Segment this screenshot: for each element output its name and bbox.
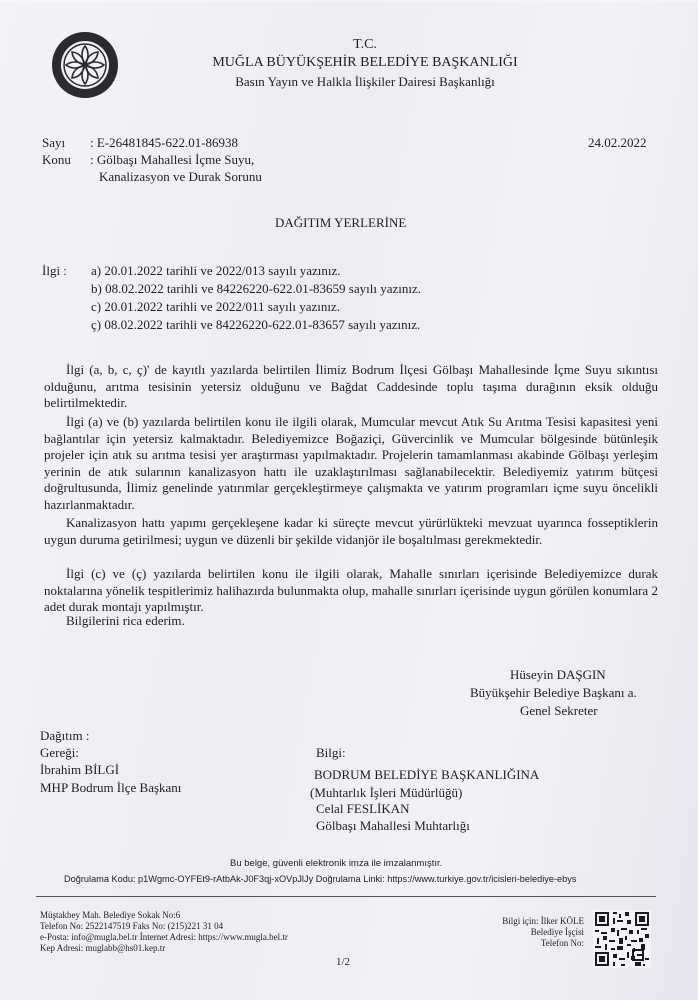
footer-phone: Telefon No: 2522147519 Faks No: (215)221 31 04 <box>40 921 224 931</box>
footer-info-phone: Telefon No: <box>540 938 584 948</box>
page-number: 1/2 <box>336 956 351 968</box>
ilgi-item-a: a) 20.01.2022 tarihli ve 2022/013 sayılı yazınız. <box>91 263 341 278</box>
footer-info-contact: Bilgi için: İlker KÖLE <box>502 916 584 926</box>
body-paragraph-4-text: İlgi (c) ve (ç) yazılarda belirtilen konu ile ilgili olarak, Mahalle sınırları içerisinde Belediyemizce durak noktalarına yönelik tespitlerimiz halihazırda bulunmakta olup, mahalle sınırları içerisinde uygun görülen konumlara 2 adet durak montajı yapılmıştır. <box>44 566 658 615</box>
header-tc: T.C. <box>353 37 377 52</box>
esign-notice: Bu belge, güvenli elektronik imza ile imzalanmıştır. <box>230 858 443 869</box>
closing-line: Bilgilerini rica ederim. <box>66 613 185 628</box>
ilgi-item-cc: ç) 08.02.2022 tarihli ve 84226220-622.01-83657 sayılı yazınız. <box>91 317 421 332</box>
footer-info-role: Belediye İşçisi <box>530 927 584 937</box>
footer-rule <box>36 896 656 897</box>
bilgi-recipient-1: BODRUM BELEDİYE BAŞKANLIĞINA <box>314 767 540 782</box>
konu-line-2: Kanalizasyon ve Durak Sorunu <box>99 169 262 184</box>
distribution-label: Dağıtım : <box>40 728 90 743</box>
qr-code-icon[interactable] <box>593 910 651 968</box>
body-paragraph-4 <box>44 566 658 616</box>
ilgi-item-c: c) 20.01.2022 tarihli ve 2022/011 sayılı yazınız. <box>91 299 340 314</box>
body-paragraph-3 <box>44 515 658 548</box>
body-paragraph-3-text: Kanalizasyon hattı yapımı gerçekleşene kadar ki süreçte mevcut yürürlükteki mevzuat uyarınca fosseptiklerin uygun duruma getirilmesi; uygun ve düzenli bir şekilde vidanjör ile boşaltılması gerekmektedir. <box>44 515 658 547</box>
header-department: Basın Yayın ve Halkla İlişkiler Dairesi Başkanlığı <box>235 74 495 89</box>
body-paragraph-2-text: İlgi (a) ve (b) yazılarda belirtilen konu ile ilgili olarak, Mumcular mevcut Atık Su Arıtma Tesisi kapasitesi yeni bağlantılar için yetersiz kalmaktadır. Belediyemizce Boğaziçi, Güvercinlik ve Mumcular bölgesinde bütünleşik projeler için atık su arıtma tesisi yer araştırması yapılmaktadır. Projelerin tamamlanması akabinde Gölbaşı yerleşim yerinin de atık sularının kanalizasyon hattı ile uzaklaştırılması sağlanabilecektir. Belediyemiz yatırım bütçesi doğrultusunda, İlimiz genelinde yatırımlar gerçekleştirmeye çalışmakta ve yatırım programları içme suyu öncelikli hazırlanmaktadır. <box>44 414 658 512</box>
esign-verification: Doğrulama Kodu: p1Wgmc-OYFEt9-rAtbAk-J0F3qj-xOVpJlJy Doğrulama Linki: https://www.turkiye.gov.tr/icisleri-belediye-ebys <box>64 874 577 884</box>
bilgi-recipient-3: Celal FESLİKAN <box>316 801 410 816</box>
footer-email-web: e-Posta: info@mugla.bel.tr İnternet Adresi: https://www.mugla.bel.tr <box>40 932 288 942</box>
body-paragraph-1 <box>44 362 658 412</box>
footer-address: Müştakbey Mah. Belediye Sokak No:6 <box>40 910 181 920</box>
geregi-label: Gereği: <box>40 745 79 760</box>
signatory-title-2: Genel Sekreter <box>520 703 598 718</box>
geregi-recipient-1: İbrahim BİLGİ <box>40 762 120 777</box>
body-paragraph-1-text: İlgi (a, b, c, ç)' de kayıtlı yazılarda belirtilen İlimiz Bodrum İlçesi Gölbaşı Mahallesinde İçme Suyu sıkıntısı olduğunu, arıtma tesisinin yetersiz olduğunu ve Bağdat Caddesinde toplu taşıma durağının eksik olduğu belirtilmektedir. <box>44 362 658 411</box>
signatory-title-1: Büyükşehir Belediye Başkanı a. <box>470 685 637 700</box>
bilgi-label: Bilgi: <box>316 745 346 760</box>
konu-line-1: : Gölbaşı Mahallesi İçme Suyu, <box>90 152 255 167</box>
paper-edge <box>0 0 698 2</box>
recipient-title: DAĞITIM YERLERİNE <box>275 215 407 230</box>
body-paragraph-2 <box>44 414 658 514</box>
sayi-value: : E-26481845-622.01-86938 <box>90 135 239 150</box>
sayi-label: Sayı <box>42 135 66 150</box>
footer-kep: Kep Adresi: muglabb@hs01.kep.tr <box>40 943 166 953</box>
signatory-name: Hüseyin DAŞGIN <box>510 667 606 682</box>
header-organization: MUĞLA BÜYÜKŞEHİR BELEDİYE BAŞKANLIĞI <box>212 55 518 70</box>
bilgi-recipient-4: Gölbaşı Mahallesi Muhtarlığı <box>316 818 470 833</box>
document-date: 24.02.2022 <box>588 135 647 150</box>
municipality-seal-logo <box>46 30 124 100</box>
konu-label: Konu <box>42 152 71 167</box>
ilgi-label: İlgi : <box>42 263 67 278</box>
bilgi-recipient-2: (Muhtarlık İşleri Müdürlüğü) <box>310 785 463 800</box>
geregi-recipient-2: MHP Bodrum İlçe Başkanı <box>40 780 182 795</box>
ilgi-item-b: b) 08.02.2022 tarihli ve 84226220-622.01-83659 sayılı yazınız. <box>91 281 422 296</box>
